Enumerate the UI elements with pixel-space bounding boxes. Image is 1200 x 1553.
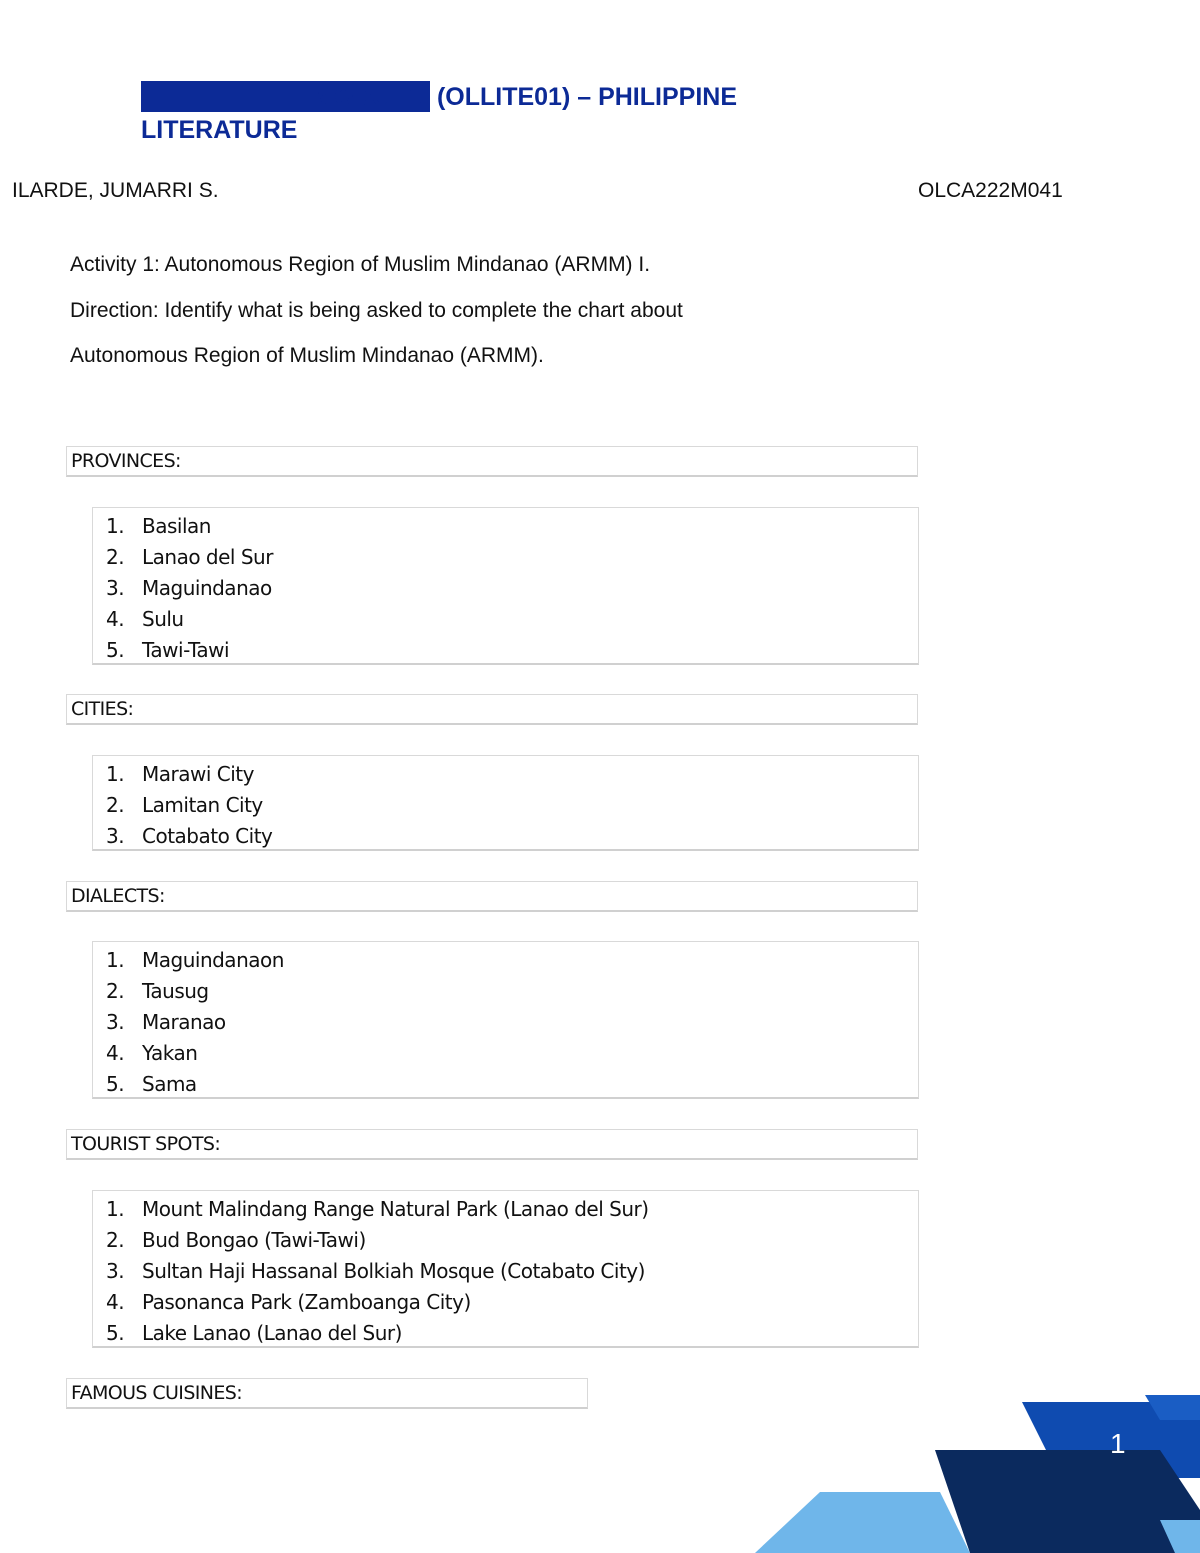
dialects-label: DIALECTS: [66,881,918,912]
list-item: 2. Bud Bongao (Tawi-Tawi) [106,1228,366,1252]
module-code-title: (OLLITE01) – PHILIPPINE [430,83,737,111]
list-item: 1. Mount Malindang Range Natural Park (Lanao del Sur) [106,1197,649,1221]
list-item: 1. Basilan [106,514,211,538]
provinces-label: PROVINCES: [66,446,918,477]
page-number: 1 [1110,1428,1126,1459]
deco-light-band [755,1492,970,1553]
list-item: 4. Pasonanca Park (Zamboanga City) [106,1290,471,1314]
student-id: OLCA222M041 [918,179,1063,202]
activity-title: Activity 1: Autonomous Region of Muslim Mindanao (ARMM) I. [70,253,651,276]
list-item: 2. Lanao del Sur [106,545,273,569]
student-name: ILARDE, JUMARRI S. [12,179,219,202]
list-item: 2. Lamitan City [106,793,263,817]
list-item: 3. Sultan Haji Hassanal Bolkiah Mosque (Cotabato City) [106,1259,645,1283]
list-item: 2. Tausug [106,979,209,1003]
list-item: 4. Yakan [106,1041,198,1065]
list-item: 1. Maguindanaon [106,948,284,972]
list-item: 3. Maguindanao [106,576,272,600]
list-item: 4. Sulu [106,607,184,631]
direction-line-2: Autonomous Region of Muslim Mindanao (ARMM). [70,344,544,367]
deco-dark-band [935,1450,1200,1553]
cities-label: CITIES: [66,694,918,725]
module-word: MODULE: [313,83,430,111]
list-item: 5. Sama [106,1072,197,1096]
tourist-spots-label: TOURIST SPOTS: [66,1129,918,1160]
list-item: 3. Maranao [106,1010,226,1034]
module-title-line2: LITERATURE [141,116,298,144]
famous-cuisines-label: FAMOUS CUISINES: [66,1378,588,1409]
list-item: 5. Lake Lanao (Lanao del Sur) [106,1321,402,1345]
list-item: 3. Cotabato City [106,824,273,848]
direction-line-1: Direction: Identify what is being asked to complete the chart about [70,299,683,322]
list-item: 5. Tawi-Tawi [106,638,230,662]
list-item: 1. Marawi City [106,762,254,786]
